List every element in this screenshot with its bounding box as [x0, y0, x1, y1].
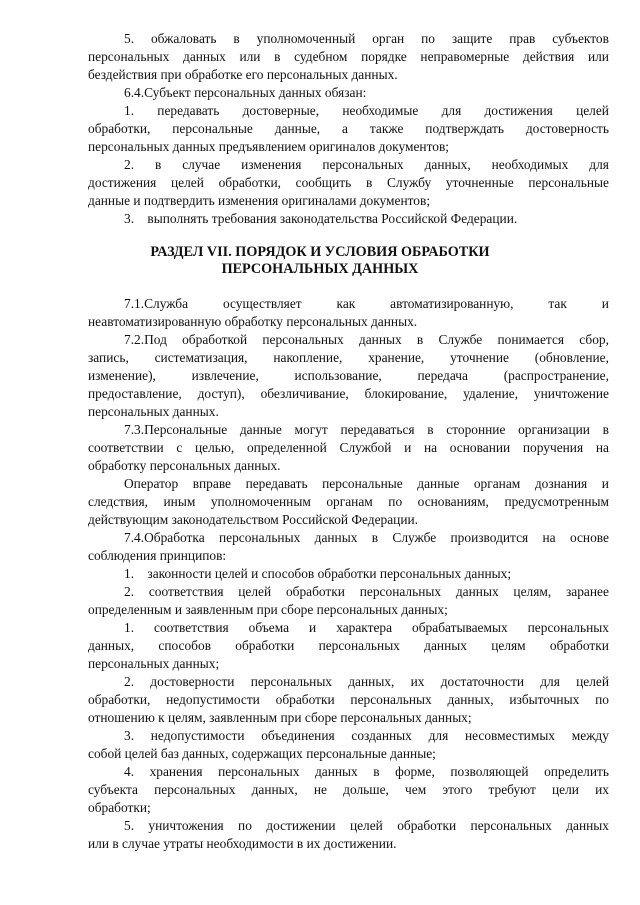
word: цели [551, 782, 579, 797]
word: данных, [88, 638, 135, 653]
word: 7.1.Служба [124, 296, 189, 311]
text-line [124, 673, 609, 691]
word: персональные [172, 121, 253, 136]
word: и [601, 296, 609, 311]
word: обработки [275, 692, 335, 707]
word: могут [294, 422, 328, 437]
text-line [124, 727, 609, 745]
word: запись, [88, 350, 129, 365]
word: достоверность [525, 121, 609, 136]
text-line: отношению к целям, заявленным при сборе персональных данных; [88, 710, 472, 725]
word: 7.3.Персональные [124, 422, 228, 437]
word: обработки [285, 584, 345, 599]
word: персональные [322, 476, 403, 491]
word: изменение), [88, 368, 156, 383]
text-line [124, 331, 609, 349]
word: доступ), [197, 386, 245, 401]
word: достоверности [150, 674, 235, 689]
word: использование, [294, 368, 382, 383]
text-line: действующим законодательством Российской Федерации. [88, 512, 419, 527]
word: целей [171, 175, 204, 190]
word: Службой [339, 440, 392, 455]
word: их [410, 674, 425, 689]
word: систематизация, [154, 350, 248, 365]
word: хранение, [368, 350, 425, 365]
word: действия [522, 49, 575, 64]
word: персональных [88, 49, 170, 64]
word: уточненные [445, 175, 514, 190]
word: неправомерные [420, 49, 510, 64]
word: данных, [348, 674, 395, 689]
word: данных [455, 584, 499, 599]
word: производится [450, 530, 529, 545]
word: по [421, 31, 435, 46]
word: персональных [250, 674, 333, 689]
text-line: данные и подтвердить изменения оригиналами документов; [88, 193, 431, 208]
text-line: 6.4.Субъект персональных данных обязан: [124, 85, 367, 100]
word: дольше, [343, 782, 389, 797]
word: в [371, 530, 379, 545]
section-heading: РАЗДЕЛ VII. ПОРЯДОК И УСЛОВИЯ ОБРАБОТКИ [150, 244, 490, 260]
word: в [373, 764, 380, 779]
word: необходимых [491, 157, 569, 172]
word: несовместимых [464, 728, 556, 743]
text-line: соблюдения принципов: [88, 548, 227, 563]
word: обработки, [88, 121, 151, 136]
word: для [441, 103, 462, 118]
text-line [88, 691, 609, 709]
word: сообщить [295, 175, 352, 190]
text-line: персональных данных. [88, 404, 219, 419]
text-line [124, 156, 609, 174]
word: в [274, 49, 281, 64]
word: а [342, 121, 348, 136]
word: в [602, 422, 609, 437]
section-heading: ПЕРСОНАЛЬНЫХ ДАННЫХ [221, 261, 419, 277]
word: целью, [195, 440, 235, 455]
word: данных [183, 49, 226, 64]
text-line: персональных данных предъявлением оригиналов документов; [88, 139, 450, 154]
word: в [154, 157, 162, 172]
word: обработки [235, 638, 295, 653]
word: обработкой [182, 332, 248, 347]
word: по [388, 494, 403, 509]
word: 1. [124, 103, 135, 118]
word: Службе [392, 530, 437, 545]
text-line [124, 763, 609, 781]
text-line [124, 295, 609, 313]
text-line [88, 439, 609, 457]
text-line [88, 637, 609, 655]
word: Службу [386, 175, 432, 190]
word: данных, [424, 157, 471, 172]
word: не [313, 782, 327, 797]
word: этого [442, 782, 473, 797]
word: избыточных [509, 692, 580, 707]
word: персональных [322, 157, 404, 172]
word: на [423, 440, 438, 455]
word: достижения [484, 103, 553, 118]
word: (обновление, [534, 350, 609, 365]
word: объема [248, 620, 290, 635]
word: персональных [350, 692, 432, 707]
word: между [571, 728, 609, 743]
word: целям [491, 638, 526, 653]
word: 2. [124, 674, 135, 689]
word: в [416, 332, 424, 347]
word: позволяющей [450, 764, 529, 779]
word: основаниям, [417, 494, 489, 509]
word: Оператор [124, 476, 179, 491]
word: также [369, 121, 404, 136]
word: 4. [124, 764, 135, 779]
word: определить [544, 764, 609, 779]
word: в [365, 175, 373, 190]
word: персональные [528, 175, 609, 190]
word: вправе [192, 476, 232, 491]
word: персональных [470, 818, 552, 833]
word: и [404, 440, 412, 455]
word: персональных [318, 638, 400, 653]
word: персональных [262, 332, 344, 347]
word: соответствия [154, 620, 229, 635]
text-line [88, 367, 609, 385]
word: обезличивание, [260, 386, 349, 401]
text-line: бездействия при обработке его персональных данных. [88, 67, 398, 82]
word: данные [239, 422, 282, 437]
word: судебном [294, 49, 348, 64]
word: персональных [359, 584, 442, 599]
word: соответствии [88, 440, 164, 455]
word: целей [349, 818, 383, 833]
text-line [88, 385, 609, 403]
text-line: собой целей баз данных, содержащих персональные данные; [88, 746, 436, 761]
word: передавать [245, 476, 308, 491]
word: изменения [241, 157, 302, 172]
word: данных [314, 764, 358, 779]
text-line [88, 493, 609, 511]
word: 7.4.Обработка [124, 530, 205, 545]
word: определенной [246, 440, 327, 455]
word: накопление, [273, 350, 343, 365]
word: необходимые [342, 103, 419, 118]
word: персональных [218, 764, 300, 779]
word: 7.2.Под [124, 332, 167, 347]
text-line: определенным и заявленным при сборе персональных данных; [88, 602, 448, 617]
word: или [239, 49, 261, 64]
text-line [124, 102, 609, 120]
word: форме, [395, 764, 435, 779]
word: (распространение, [503, 368, 609, 383]
word: достижения [88, 175, 157, 190]
word: блокирование, [364, 386, 448, 401]
text-line [88, 349, 609, 367]
word: как [336, 296, 356, 311]
word: данных [314, 530, 358, 545]
word: по [595, 692, 609, 707]
word: для [428, 728, 449, 743]
text-line: обработку персональных данных. [88, 458, 281, 473]
word: и [309, 620, 317, 635]
word: органам [473, 476, 521, 491]
word: соответствия [148, 584, 224, 599]
text-line: или в случае утраты необходимости в их достижении. [88, 836, 397, 851]
word: созданных [351, 728, 412, 743]
word: персональных [218, 530, 301, 545]
word: в [427, 422, 434, 437]
text-line [88, 120, 609, 138]
word: случае [182, 157, 221, 172]
word: объединения [261, 728, 335, 743]
text-line [124, 475, 609, 493]
word: обработки [397, 818, 457, 833]
word: 1. [124, 620, 135, 635]
text-line [88, 48, 609, 66]
text-line: обработки; [88, 800, 151, 815]
word: недопустимости [150, 728, 245, 743]
word: данных [358, 332, 402, 347]
word: по [238, 818, 252, 833]
text-line [124, 421, 609, 439]
word: сторонние [446, 422, 506, 437]
word: передавать [157, 103, 220, 118]
word: уполномоченным [210, 494, 311, 509]
word: или [587, 49, 609, 64]
text-line [88, 781, 609, 799]
text-line [88, 174, 609, 192]
word: основании [449, 440, 511, 455]
word: подтверждать [425, 121, 504, 136]
word: целей [576, 674, 609, 689]
word: поручения [522, 440, 584, 455]
word: характера [336, 620, 393, 635]
word: уточнение [450, 350, 509, 365]
word: их [595, 782, 609, 797]
word: так [548, 296, 567, 311]
word: способов [158, 638, 212, 653]
word: на [595, 440, 609, 455]
text-line [124, 30, 609, 48]
word: недопустимости [166, 692, 260, 707]
word: организации [518, 422, 590, 437]
word: хранения [149, 764, 203, 779]
text-line [124, 529, 609, 547]
word: обработки, [88, 692, 151, 707]
word: Службе [438, 332, 483, 347]
word: 5. [124, 818, 135, 833]
word: уничтожение [533, 386, 609, 401]
word: на [542, 530, 556, 545]
word: уполномоченный [256, 31, 356, 46]
text-line: 1. законности целей и способов обработки персональных данных; [124, 566, 512, 581]
text-line: 3. выполнять требования законодательства Российской Федерации. [124, 211, 518, 226]
word: основе [569, 530, 609, 545]
word: 3. [124, 728, 135, 743]
word: предоставление, [88, 386, 182, 401]
word: передача [417, 368, 468, 383]
word: защите [451, 31, 493, 46]
word: осуществляет [222, 296, 302, 311]
word: данных, [251, 782, 298, 797]
word: и [601, 476, 609, 491]
word: достижении [266, 818, 336, 833]
word: дознания [534, 476, 588, 491]
word: субъектов [552, 31, 609, 46]
word: для [540, 674, 560, 689]
word: 2. [124, 584, 135, 599]
word: заранее [565, 584, 609, 599]
word: данных [424, 638, 467, 653]
word: чем [405, 782, 427, 797]
word: сбор, [579, 332, 609, 347]
word: органам [326, 494, 373, 509]
word: субъекта [88, 782, 138, 797]
word: предусмотренным [504, 494, 609, 509]
word: 5. [124, 31, 135, 46]
text-line: неавтоматизированную обработку персональных данных. [88, 314, 418, 329]
word: прав [509, 31, 536, 46]
word: обжаловать [150, 31, 217, 46]
text-line [124, 817, 609, 835]
word: персональных [154, 782, 236, 797]
word: иным [163, 494, 196, 509]
word: с [176, 440, 183, 455]
word: для [589, 157, 609, 172]
word: требуют [488, 782, 536, 797]
word: обработки, [218, 175, 281, 190]
word: персональных [527, 620, 609, 635]
text-line [124, 583, 609, 601]
word: передаваться [340, 422, 415, 437]
word: обрабатываемых [412, 620, 508, 635]
word: удаление, [463, 386, 519, 401]
word: целей [576, 103, 609, 118]
word: достоверные, [242, 103, 320, 118]
word: данных [566, 818, 609, 833]
word: данных, [447, 692, 494, 707]
word: 2. [124, 157, 135, 172]
word: целей [238, 584, 272, 599]
word: порядке [361, 49, 407, 64]
word: автоматизированную, [390, 296, 514, 311]
word: орган [372, 31, 405, 46]
word: в [233, 31, 240, 46]
word: данные [417, 476, 460, 491]
word: уничтожения [148, 818, 224, 833]
word: целям, [513, 584, 552, 599]
text-line [124, 619, 609, 637]
text-line: персональных данных; [88, 656, 220, 671]
word: достаточности [440, 674, 524, 689]
word: данные, [274, 121, 321, 136]
word: понимается [497, 332, 565, 347]
word: следствия, [88, 494, 148, 509]
word: извлечение, [191, 368, 259, 383]
word: обработки [549, 638, 609, 653]
